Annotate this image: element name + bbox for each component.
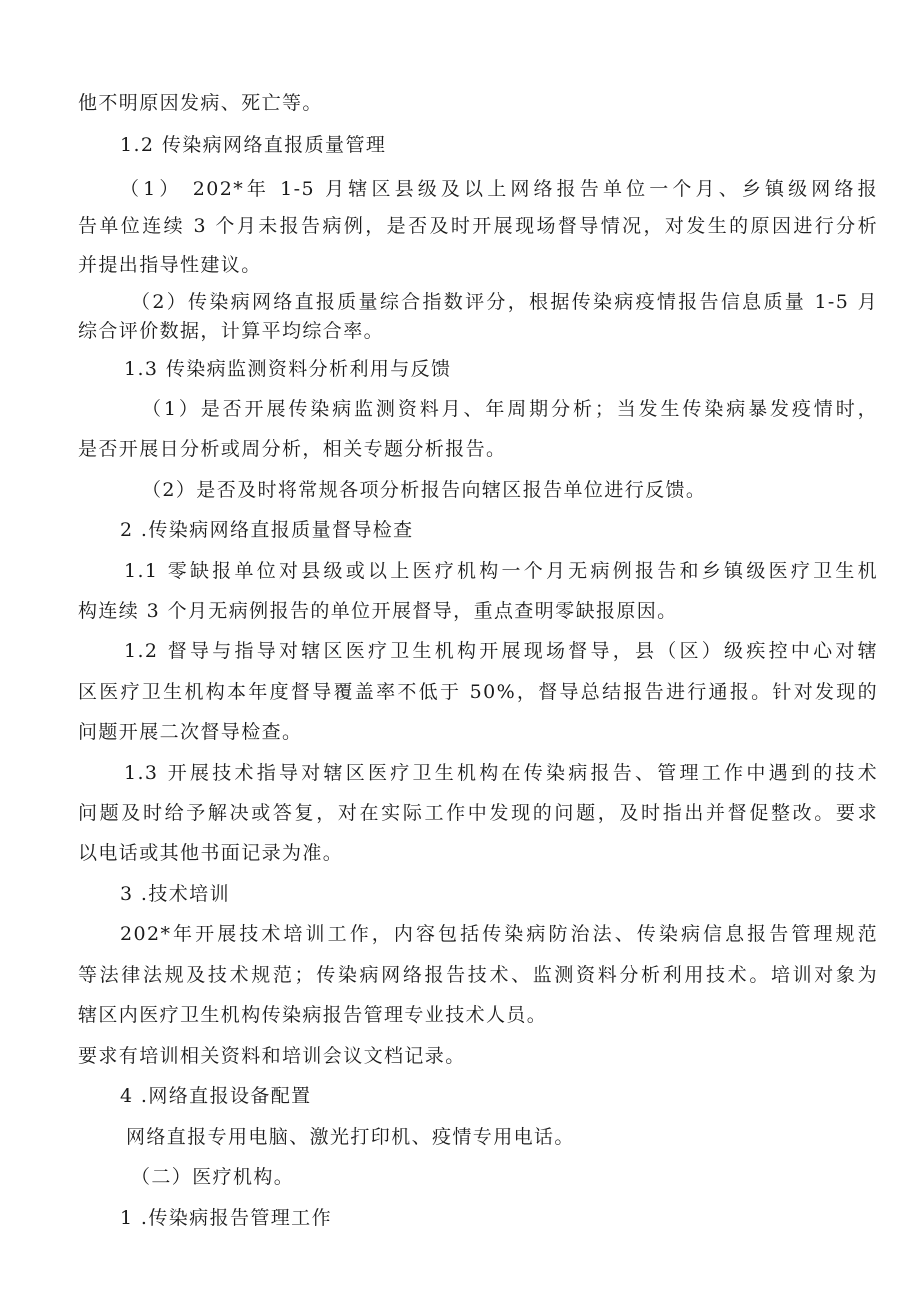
text-line: 告单位连续 3 个月未报告病例，是否及时开展现场督导情况，对发生的原因进行分析 bbox=[78, 215, 878, 237]
text-line: 1.3 开展技术指导对辖区医疗卫生机构在传染病报告、管理工作中遇到的技术 bbox=[124, 762, 878, 784]
text-line: 并提出指导性建议。 bbox=[78, 254, 262, 276]
text-line: 他不明原因发病、死亡等。 bbox=[78, 92, 323, 114]
text-line: 是否开展日分析或周分析，相关专题分析报告。 bbox=[78, 438, 507, 460]
section-heading: 1.2 传染病网络直报质量管理 bbox=[120, 134, 387, 156]
section-heading: 1 .传染病报告管理工作 bbox=[120, 1207, 332, 1229]
text-line: （1）是否开展传染病监测资料月、年周期分析；当发生传染病暴发疫情时， bbox=[142, 398, 878, 420]
text-line: 1.1 零缺报单位对县级或以上医疗机构一个月无病例报告和乡镇级医疗卫生机 bbox=[124, 560, 878, 582]
text-line: 网络直报专用电脑、激光打印机、疫情专用电话。 bbox=[126, 1126, 575, 1148]
text-line: 问题及时给予解决或答复，对在实际工作中发现的问题，及时指出并督促整改。要求 bbox=[78, 802, 878, 824]
section-heading: 3 .技术培训 bbox=[120, 883, 230, 905]
text-line: （2）是否及时将常规各项分析报告向辖区报告单位进行反馈。 bbox=[142, 479, 707, 501]
text-line: 202*年开展技术培训工作，内容包括传染病防治法、传染病信息报告管理规范 bbox=[120, 923, 878, 945]
text-line: 问题开展二次督导检查。 bbox=[78, 721, 303, 743]
text-line: 1.2 督导与指导对辖区医疗卫生机构开展现场督导，县（区）级疾控中心对辖 bbox=[124, 640, 878, 662]
text-line: 等法律法规及技术规范；传染病网络报告技术、监测资料分析利用技术。培训对象为 bbox=[78, 964, 878, 986]
text-line: 综合评价数据，计算平均综合率。 bbox=[78, 320, 385, 342]
text-line: （2）传染病网络直报质量综合指数评分，根据传染病疫情报告信息质量 1-5 月 bbox=[131, 291, 878, 313]
text-line: 构连续 3 个月无病例报告的单位开展督导，重点查明零缺报原因。 bbox=[78, 600, 678, 622]
text-line: 以电话或其他书面记录为准。 bbox=[78, 842, 344, 864]
section-heading: 1.3 传染病监测资料分析利用与反馈 bbox=[124, 358, 452, 380]
text-line: （1） 202*年 1-5 月辖区县级及以上网络报告单位一个月、乡镇级网络报 bbox=[120, 178, 878, 200]
text-line: 辖区内医疗卫生机构传染病报告管理专业技术人员。 bbox=[78, 1004, 548, 1026]
section-heading: （二）医疗机构。 bbox=[131, 1166, 295, 1188]
section-heading: 2 .传染病网络直报质量督导检查 bbox=[120, 519, 414, 541]
text-line: 要求有培训相关资料和培训会议文档记录。 bbox=[78, 1045, 466, 1067]
text-line: 区医疗卫生机构本年度督导覆盖率不低于 50%，督导总结报告进行通报。针对发现的 bbox=[78, 681, 878, 703]
section-heading: 4 .网络直报设备配置 bbox=[120, 1085, 312, 1107]
